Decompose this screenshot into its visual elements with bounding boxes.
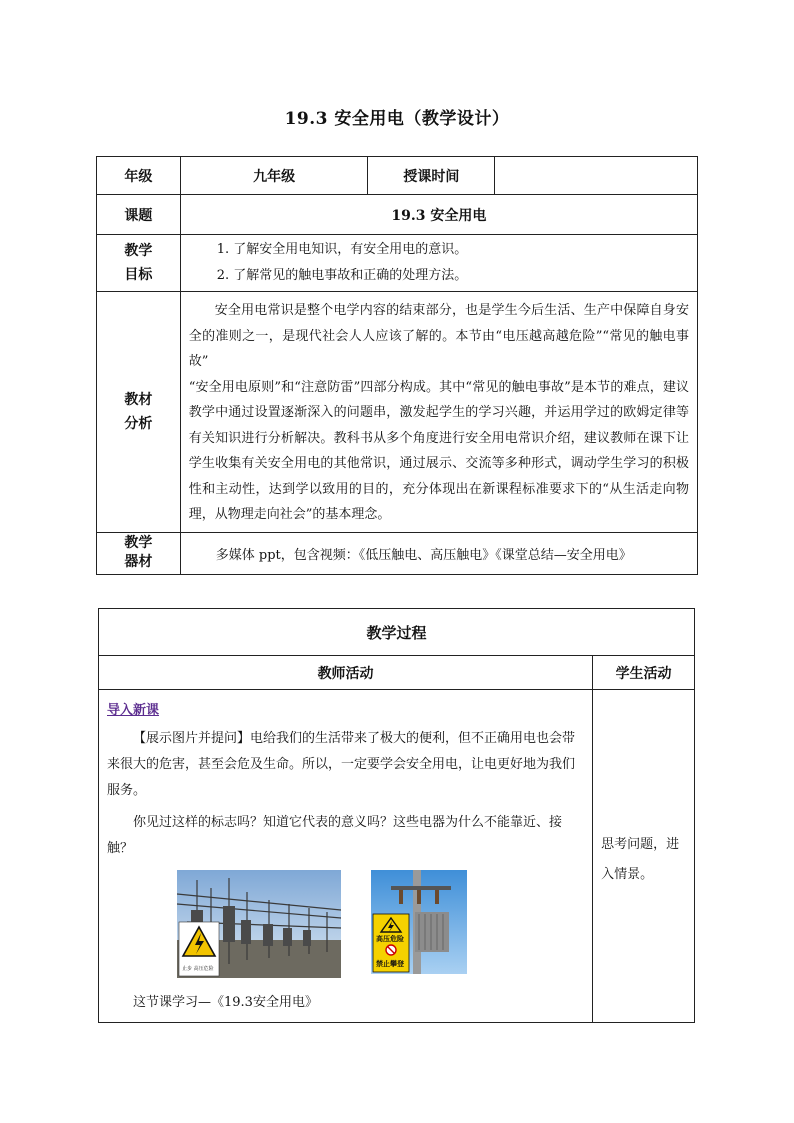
transformer-sign-top-text: 高压危险 <box>376 935 404 943</box>
teacher-activity-header: 教师活动 <box>99 656 593 690</box>
grade-row <box>97 157 698 195</box>
goals-label-line-1: 教学 <box>124 243 153 259</box>
analysis-paragraph-2: “安全用电原则”和“注意防雷”四部分构成。其中“常见的触电事故”是本节的难点，建议教学中通过设置逐渐深入的问题串，激发起学生的学习兴趣，并运用学过的欧姆定律等有关知识进行分析解决。教科书从多个角度进行安全用电常识介绍，建议教师在课下让学生收集有关安全用电的其他常识，通过展示、交流等多种形式，调动学生学习的积极性和主动性，达到学以致用的目的，充分体现出在新课程标准要求下的“从生活走向物理，从物理走向社会”的基本理念。 <box>188 379 689 522</box>
topic-label: 课题 <box>97 195 181 235</box>
goals-list <box>180 235 697 292</box>
closing-line: 这节课学习—《19.3安全用电》 <box>133 995 318 1010</box>
goals-row <box>97 235 698 292</box>
lesson-info-table <box>96 156 698 575</box>
student-activity-header: 学生活动 <box>593 656 695 690</box>
page-title: 19.3 安全用电（教学设计） <box>284 109 510 129</box>
process-heading-row <box>99 609 695 656</box>
goals-label-line-2: 目标 <box>124 267 153 283</box>
substation-photo <box>177 870 341 978</box>
analysis-text <box>180 292 697 533</box>
time-label: 授课时间 <box>368 157 495 195</box>
analysis-paragraph-1: 安全用电常识是整个电学内容的结束部分，也是学生今后生活、生产中保障自身安全的准则之一，是现代社会人人应该了解的。本节由“电压越高越危险”“常见的触电事故” <box>188 303 689 369</box>
warning-sign-caption: 止步 高压危险 <box>182 966 214 972</box>
grade-value: 九年级 <box>180 157 368 195</box>
equipment-value: 多媒体 ppt，包含视频：《低压触电、高压触电》《课堂总结—安全用电》 <box>180 532 697 574</box>
transformer-sign-bottom-text: 禁止攀登 <box>376 960 404 968</box>
teacher-activity-cell <box>99 690 593 1023</box>
transformer-photo <box>371 870 467 974</box>
student-activity-cell: 思考问题，进入情景。 <box>593 690 695 1023</box>
grade-label: 年级 <box>97 157 181 195</box>
intro-paragraph-1: 【展示图片并提问】电给我们的生活带来了极大的便利，但不正确用电也会带来很大的危害，甚至会危及生命。所以，一定要学会安全用电，让电更好地为我们服务。 <box>107 731 576 798</box>
intro-row <box>99 690 695 1023</box>
equipment-label <box>97 532 181 574</box>
goals-label <box>97 235 181 292</box>
topic-value: 19.3 安全用电 <box>180 195 697 235</box>
process-heading: 教学过程 <box>99 609 695 656</box>
goal-item-1: 1. 了解安全用电知识，有安全用电的意识。 <box>216 242 468 257</box>
equipment-label-line-1: 教学 <box>124 535 153 551</box>
analysis-label <box>97 292 181 533</box>
analysis-label-line-2: 分析 <box>124 415 153 432</box>
analysis-label-line-1: 教材 <box>124 391 153 408</box>
goal-item-2: 2. 了解常见的触电事故和正确的处理方法。 <box>216 268 468 283</box>
equipment-row <box>97 532 698 574</box>
teaching-process-table <box>98 608 695 1023</box>
intro-images <box>107 870 584 990</box>
equipment-label-line-2: 器材 <box>124 554 153 570</box>
intro-paragraph-2: 你见过这样的标志吗？知道它代表的意义吗？这些电器为什么不能靠近、接触？ <box>107 815 563 856</box>
analysis-row <box>97 292 698 533</box>
intro-section-link[interactable]: 导入新课 <box>107 703 160 718</box>
process-columns-row <box>99 656 695 690</box>
topic-row <box>97 195 698 235</box>
time-value <box>495 157 698 195</box>
